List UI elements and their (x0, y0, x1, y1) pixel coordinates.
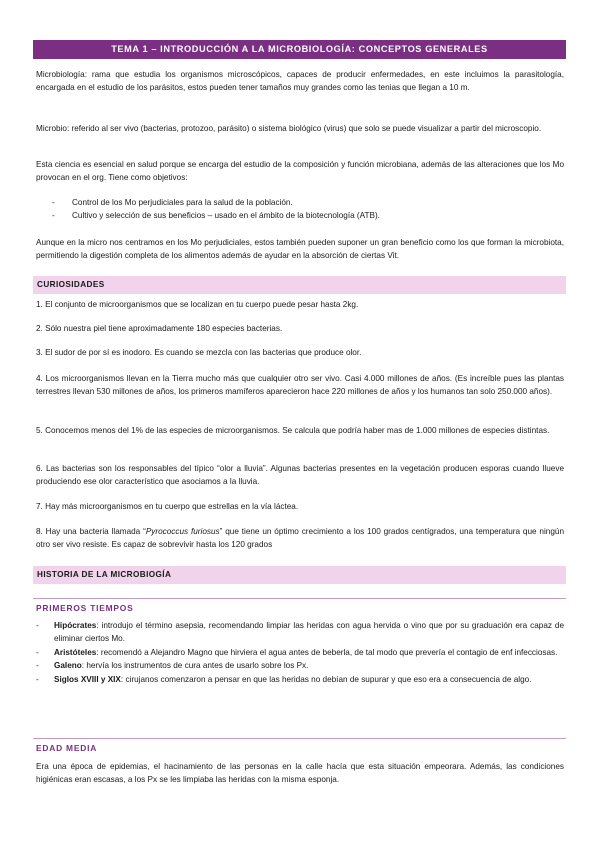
curiosity-item: 7. Hay más microorganismos en tu cuerpo que estrellas en la vía láctea. (36, 502, 299, 511)
history-item (36, 659, 564, 672)
curiosity-item: 4. Los microorganismos llevan en la Tierra mucho más que cualquier otro ser vivo. Casi 4.000 millones de años. (Es increíble pues las plantas terrestres llevan 530 millones de años, los primeros mamíferos aparecieron hace 220 millones de años y los humanos tan solo 250.000 años). (36, 374, 564, 397)
curiosity-item: 3. El sudor de por sí es inodoro. Es cuando se mezcla con las bacterias que produce olor. (36, 348, 362, 357)
section-heading-curiosidades: CURIOSIDADES (33, 276, 566, 294)
history-figure-name: Hipócrates (54, 621, 97, 630)
history-figure-name: Aristóteles (54, 647, 97, 657)
curiosity-item: 2. Sólo nuestra piel tiene aproximadamente 180 especies bacterias. (36, 324, 283, 333)
microbiota-paragraph: Aunque en la micro nos centramos en los Mo perjudiciales, estos también pueden suponer un gran beneficio como los que forman la microbiota, permitiendo la digestión completa de los alimentos además de ayudar en la absorción de ciertas Vit. (36, 238, 564, 261)
history-figure-name: Siglos XVIII y XIX (54, 674, 121, 684)
history-item (36, 619, 564, 646)
objective-item: - Control de los Mo perjudiciales para la salud de la población. (52, 196, 562, 209)
curiosity-item: 1. El conjunto de microorganismos que se localizan en tu cuerpo puede pesar hasta 2kg. (36, 300, 359, 309)
objectives-list (52, 196, 562, 223)
edad-media-paragraph: Era una época de epidemias, el hacinamiento de las personas en la calle hacía que esta situación empeorara. Además, las condiciones higiénicas eran escasas, a los Px se les limpiaba las heridas con la misma esponja. (36, 762, 564, 785)
definition-microbio: Microbio: referido al ser vivo (bacterias, protozoo, parásito) o sistema biológico (virus) que solo se puede visualizar a partir del microscopio. (36, 124, 542, 133)
history-item-text: : hervía los instrumentos de cura antes de usarlo sobre los Px. (81, 661, 309, 671)
objective-item: - Cultivo y selección de sus beneficios – usado en el ámbito de la biotecnología (ATB). (52, 209, 562, 222)
curiosity-item: 5. Conocemos menos del 1% de las especies de microorganismos. Se calcula que podría haber mas de 1.000 millones de especies distintas. (36, 426, 550, 435)
divider-line (33, 598, 566, 599)
science-importance-paragraph: Esta ciencia es esencial en salud porque se encarga del estudio de la composición y función microbiana, además de las alteraciones que los Mo provocan en el org. Tiene como objetivos: (36, 160, 564, 183)
curiosity-item: 6. Las bacterias son los responsables del típico “olor a lluvia”. Algunas bacterias presentes en la vegetación producen esporas cuando llueve produciendo ese olor característico que asociamos a la lluvia. (36, 464, 564, 487)
divider-line (33, 738, 566, 739)
curiosity-item-8 (36, 525, 564, 552)
section-heading-historia: HISTORIA DE LA MICROBIOGÍA (33, 566, 566, 584)
subheading-edad-media: EDAD MEDIA (36, 743, 98, 753)
history-item-text: : introdujo el término asepsia, recomendando limpiar las heridas con agua hervida o vino que por su graduación era capaz de eliminar ciertos Mo. (54, 621, 564, 644)
subheading-primeros-tiempos: PRIMEROS TIEMPOS (36, 603, 134, 613)
definition-microbiologia: Microbiología: rama que estudia los organismos microscópicos, capaces de producir enfermedades, en este incluimos la parasitología, encargada en el estudio de los parásitos, estos pueden tener tamaños muy grandes como las tenias que llegan a 10 m. (36, 70, 564, 93)
history-item (36, 673, 564, 686)
history-list (36, 619, 564, 686)
curiosity-8-start: 8. Hay una bacteria llamada “ (36, 527, 146, 536)
document-title: TEMA 1 – INTRODUCCIÓN A LA MICROBIOLOGÍA: CONCEPTOS GENERALES (33, 40, 566, 59)
curiosity-8-end: ” que tiene un óptimo crecimiento a los 100 grados centígrados, una temperatura que ningún otro ser vivo resiste. Es capaz de sobrevivir hasta los 120 grados (36, 527, 565, 550)
history-figure-name: Galeno (54, 661, 82, 671)
history-item-text: : recomendó a Alejandro Magno que hirviera el agua antes de beberla, de tal modo que prevería el contagio de enf infecciosas. (96, 647, 558, 657)
history-item (36, 646, 564, 659)
species-name: Pyrococcus furiosus (145, 527, 220, 536)
history-item-text: : cirujanos comenzaron a pensar en que las heridas no debían de supurar y que eso era a consecuencia de algo. (120, 674, 532, 684)
